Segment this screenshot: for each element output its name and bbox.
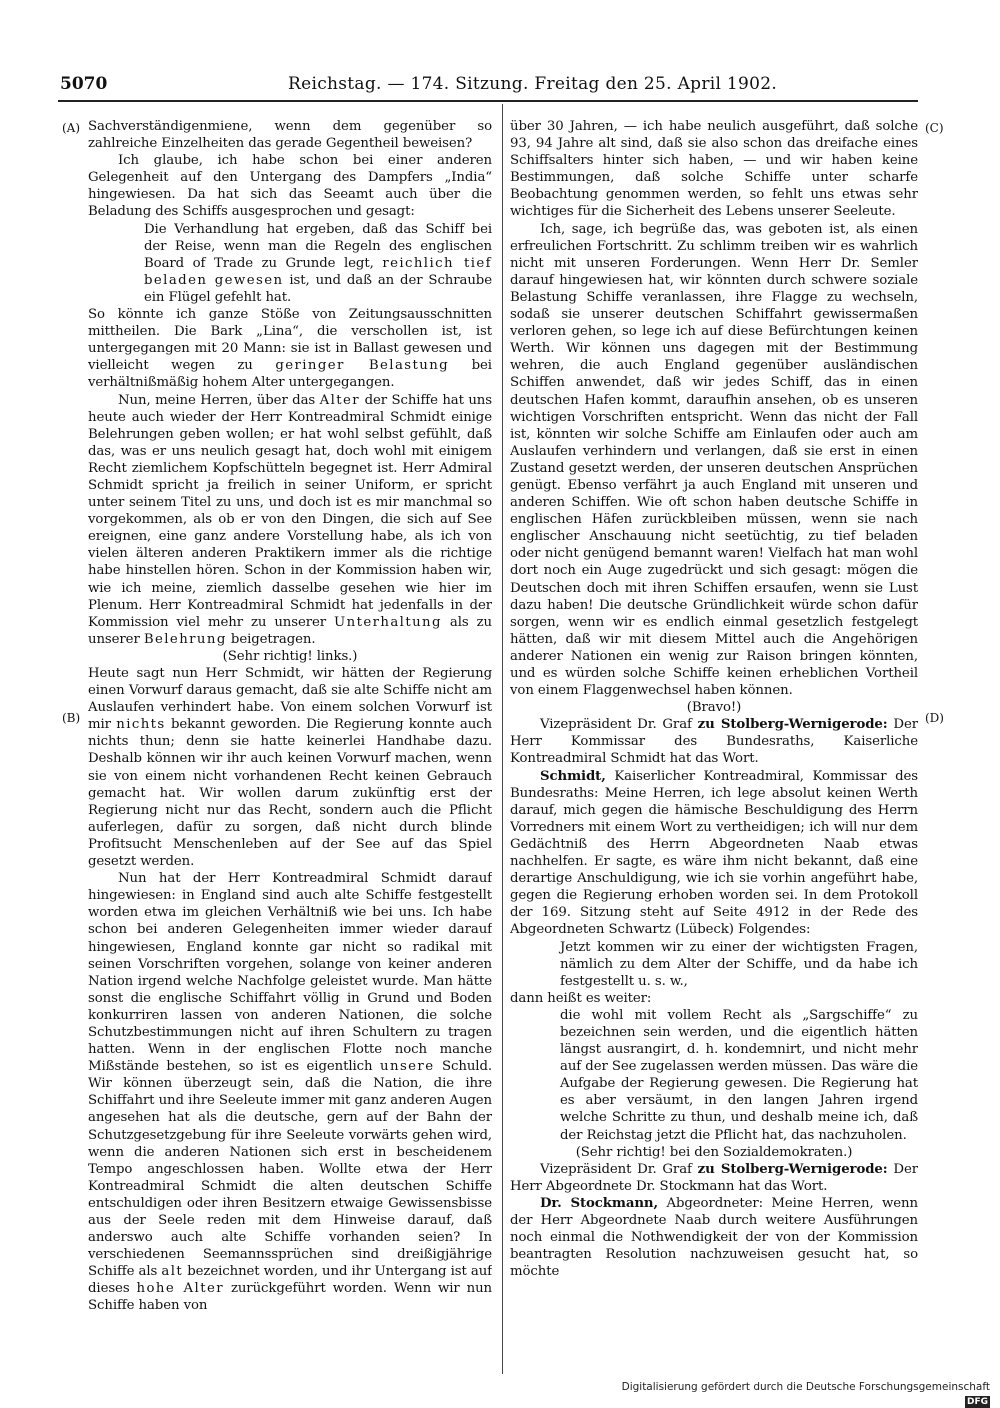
paragraph: Ich glaube, ich habe schon bei einer anderen Gelegenheit auf den Untergang des Dampfers „India“ hingewiesen. Da hat sich das Seeamt auch über die Beladung des Schiffs ausgesprochen und gesagt: [88, 153, 492, 220]
page-title: Reichstag. — 174. Sitzung. Freitag den 25. April 1902. [288, 74, 778, 94]
margin-mark-b: (B) [62, 711, 81, 725]
quotation: die wohl mit vollem Recht als „Sargschiffe“ zu bezeichnen sein werden, und die eigentlich hätten längst ausrangirt, d. h. kondemnirt, und nicht mehr auf der See zugelassen werden müssen. Das wäre die Aufgabe der Regierung gewesen. Die Regierung hat es aber versäumt, in den langen Jahren irgend welche Schritte zu thun, und deshalb meine ich, daß der Reichstag jetzt die Pflicht hat, das nachzuholen. [560, 1007, 918, 1143]
quotation: Die Verhandlung hat ergeben, daß das Schiff bei der Reise, wenn man die Regeln des englischen Board of Trade zu Grunde legt, reichlich tief beladen gewesen ist, und daß an der Schraube ein Flügel gefehlt hat. [144, 221, 492, 305]
right-column [510, 118, 918, 1378]
speech: Dr. Stockmann, Abgeordneter: Meine Herren, wenn der Herr Abgeordnete Naab durch weitere Ausführungen noch einmal die Nothwendigkeit der von der Kommission beantragten Resolution nachzuweisen gesucht hat, so möchte [510, 1195, 918, 1280]
paragraph: Nun hat der Herr Kontreadmiral Schmidt darauf hingewiesen: in England sind auch alte Schiffe festgestellt worden etwa im gleichen Verhältniß wie bei uns. Ich habe schon bei anderen Gelegenheiten immer wieder darauf hingewiesen, England konnte gar nicht so radikal mit seinen Vorschriften vorgehen, solange von keiner anderen Nation irgend welche Nachfolge geleistet wurde. Man hätte sonst die englische Schiffahrt völlig in Grund und Boden konkurriren lassen von anderen Nationen, die solche Schutzbestimmungen nicht auf ihren Schultern zu tragen hatten. Wenn in der englischen Flotte noch manche Mißstände bestehen, so ist es eigentlich unsere Schuld. Wir können überzeugt sein, daß die Nation, die ihre Schiffahrt und ihre Seeleute immer mit ganz anderen Augen angesehen hat als die deutsche, gern auf der Bahn der Schutzgesetzgebung für ihre Seeleute vorwärts gehen wird, wenn die anderen Nationen sich erst in bescheidenem Tempo angeschlossen haben. Wollte etwa der Herr Kontreadmiral Schmidt die alten deutschen Schiffe entschuldigen oder ihren Besitzern etwaige Gewissensbisse aus der Seele reden mit dem Hinweise darauf, daß anderswo auch alte Schiffe vorhanden seien? In verschiedenen Seemannssprüchen sind dreißigjährige Schiffe als alt bezeichnet worden, und ihr Untergang ist auf dieses hohe Alter zurückgeführt worden. Wenn wir nun Schiffe haben von [88, 871, 492, 1314]
footer [600, 1380, 990, 1407]
quotation: Jetzt kommen wir zu einer der wichtigsten Fragen, nämlich zu dem Alter der Schiffe, und da habe ich festgestellt u. s. w., [560, 939, 918, 989]
dfg-logo: DFG [966, 1397, 988, 1407]
interjection: (Sehr richtig! bei den Sozialdemokraten.) [575, 1144, 853, 1160]
header-rule [58, 100, 918, 102]
paragraph: Sachverständigenmiene, wenn dem gegenüber so zahlreiche Einzelheiten das gerade Gegentheil beweisen? [88, 119, 492, 152]
speaker-name: Schmidt, [540, 768, 606, 784]
speaker-name: Dr. Stockmann, [540, 1195, 659, 1211]
speaker-announcement: Vizepräsident Dr. Graf zu Stolberg-Wernigerode: Der Herr Abgeordnete Dr. Stockmann hat das Wort. [510, 1161, 918, 1194]
footer-credit: Digitalisierung gefördert durch die Deutsche Forschungsgemeinschaft [621, 1381, 990, 1393]
margin-mark-c: (C) [925, 121, 944, 135]
paragraph: Heute sagt nun Herr Schmidt, wir hätten der Regierung einen Vorwurf daraus gemacht, daß sie alte Schiffe nicht am Auslaufen verhindert habe. Von einem solchen Vorwurf ist mir nichts bekannt geworden. Die Regierung konnte auch nichts thun; denn sie hatte keinerlei Handhabe dazu. Deshalb können wir ihr auch keinen Vorwurf machen, wenn sie von einem nicht vorhandenen Recht keinen Gebrauch gemacht hat. Wir wollen darum zukünftig erst der Regierung nicht nur das Recht, sondern auch die Pflicht auferlegen, dafür zu sorgen, daß nicht durch blinde Profitsucht Menschenleben auf der See auf das Spiel gesetzt werden. [88, 666, 492, 870]
speaker-announcement: Vizepräsident Dr. Graf zu Stolberg-Wernigerode: Der Herr Kommissar des Bundesraths, Kaiserliche Kontreadmiral Schmidt hat das Wort. [510, 717, 918, 767]
paragraph: Ich, sage, ich begrüße das, was geboten ist, als einen erfreulichen Fortschritt. Zu schlimm treiben wir es wahrlich nicht mit unseren Forderungen. Wenn Herr Dr. Semler darauf hingewiesen hat, wir könnten durch schwere soziale Belastung Schiffe veranlassen, ihre Flagge zu wechseln, sodaß sie unserer deutschen Schiffahrt gewissermaßen verloren gehen, so lege ich auf diese Befürchtungen keinen Werth. Wir können uns dagegen mit der Bestimmung wehren, die auch England gegenüber ausländischen Schiffen anwendet, daß wir jedes Schiff, das in einen deutschen Hafen kommt, daraufhin ansehen, ob es unseren wichtigen Vorschriften entspricht. Wenn das nicht der Fall ist, könnten wir solche Schiffe am Einlaufen oder auch am Auslaufen verhindern und verlangen, daß sie erst in einen Zustand gesetzt werden, der unseren deutschen Ansprüchen genügt. Ebenso verfährt ja auch England mit unseren und anderen Schiffen. Wie oft schon haben deutsche Schiffe in englischen Häfen zurückbleiben müssen, wenn sie nach englischer Anschauung nicht seetüchtig, zu tief beladen oder nicht genügend bemannt waren! Vielfach hat man wohl dort noch ein Auge zugedrückt und sich gesagt: mögen die Deutschen doch mit ihren Schiffen ersaufen, wenn sie Lust dazu haben! Die deutsche Gründlichkeit würde schon dafür sorgen, wenn wir es endlich einmal gesetzlich festgelegt hätten, daß wir mit diesem Mittel auch die Angehörigen anderer Nationen ein wenig zur Raison bringen könnten, und es würden solche Schiffe keinen erheblichen Vortheil von einem Flaggenwechsel haben können. [510, 221, 918, 699]
paragraph: über 30 Jahren, — ich habe neulich ausgeführt, daß solche 93, 94 Jahre alt sind, daß sie also schon das dreifache eines Schiffsalters hinter sich haben, — und wir haben keine Bestimmungen, daß solche Schiffe unter scharfe Beobachtung genommen werden, so fehlt uns etwas sehr wichtiges für die Sicherheit des Lebens unserer Seeleute. [510, 119, 918, 220]
speech: Schmidt, Kaiserlicher Kontreadmiral, Kommissar des Bundesraths: Meine Herren, ich lege absolut keinen Werth darauf, mich gegen die hämische Beschuldigung des Herrn Vorredners mit einem Wort zu vertheidigen; ich will nur dem Gedächtniß des Herrn Abgeordneten Naab etwas nachhelfen. Er sagte, es wäre ihm nicht bekannt, daß eine derartige Anschuldigung, wie ich sie vorhin angeführt habe, gegen die Regierung erhoben worden sei. In dem Protokoll der 169. Sitzung steht auf Seite 4912 in der Rede des Abgeordneten Schwartz (Lübeck) Folgendes: [510, 768, 918, 938]
interjection: (Bravo!) [686, 700, 742, 716]
paragraph: Nun, meine Herren, über das Alter der Schiffe hat uns heute auch wieder der Herr Kontreadmiral Schmidt einige Belehrungen geben wollen; er hat wohl selbst gefühlt, daß das, was er uns neulich gesagt hat, doch wohl mit einigem Recht ziemlichem Kopfschütteln begegnet ist. Herr Admiral Schmidt spricht ja freilich in seiner Uniform, er spricht unter seinem Titel zu uns, und doch ist es mir manchmal so vorgekommen, als ob er von den Dingen, die sich auf See ereignen, eine ganz andere Vorstellung habe, als ich von vielen älteren anderen Praktikern immer als die richtige habe hinstellen hören. Schon in der Kommission haben wir, wie ich meine, ziemlich dasselbe gesehen wie hier im Plenum. Herr Kontreadmiral Schmidt hat jedenfalls in der Kommission viel mehr zu unserer Unterhaltung als zu unserer Belehrung beigetragen. [88, 392, 492, 647]
page-header [60, 72, 920, 96]
interjection: (Sehr richtig! links.) [222, 648, 358, 664]
page-number: 5070 [60, 74, 108, 94]
left-column [88, 118, 492, 1378]
margin-mark-a: (A) [62, 121, 81, 135]
paragraph: dann heißt es weiter: [510, 990, 652, 1006]
margin-mark-d: (D) [925, 711, 944, 725]
paragraph: So könnte ich ganze Stöße von Zeitungsausschnitten mittheilen. Die Bark „Lina“, die verschollen ist, ist untergegangen mit 20 Mann: sie ist in Ballast gewesen und vielleicht wegen zu geringer Belastung bei verhältnißmäßig hohem Alter untergegangen. [88, 307, 492, 391]
column-divider [502, 104, 503, 1374]
